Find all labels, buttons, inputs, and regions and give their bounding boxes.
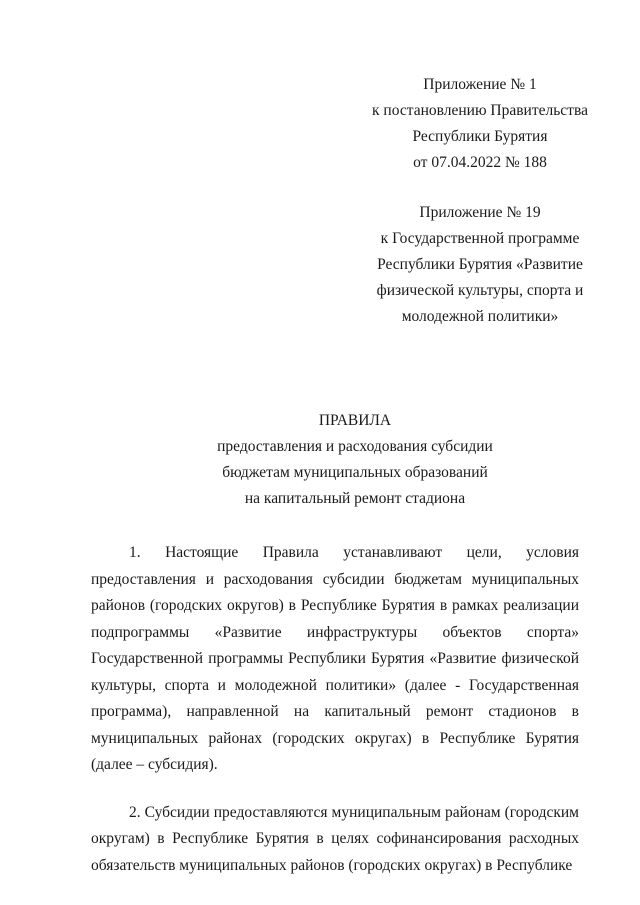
title-subtitle-line2: бюджетам муниципальных образований xyxy=(222,464,488,481)
appendix-1-number: Приложение № 1 xyxy=(423,76,537,93)
appendix-1-date: от 07.04.2022 № 188 xyxy=(413,154,547,171)
appendix-19-program-line1: Республики Бурятия «Развитие xyxy=(377,256,583,273)
appendix-1-header xyxy=(330,72,630,176)
paragraph-1: 1. Настоящие Правила устанавливают цели, условия предоставления и расходования субсидии бюджетам муниципальных районов (городских округов) в Республике Бурятия в рамках реализации подпрограммы «Развитие инфраструктуры объектов спорта» Государственной программы Республики Бурятия «Развитие физической культуры, спорта и молодежной политики» (далее - Государственная программа), направленной на капитальный ремонт стадионов в муниципальных районах (городских округах) в Республике Бурятия (далее – субсидия). xyxy=(91,544,579,773)
appendix-19-program-line2: физической культуры, спорта и xyxy=(376,282,584,299)
title-heading: ПРАВИЛА xyxy=(318,412,392,429)
document-title xyxy=(90,408,620,512)
appendix-1-region: Республики Бурятия xyxy=(412,128,548,145)
appendix-19-number: Приложение № 19 xyxy=(419,204,541,221)
title-subtitle-line1: предоставления и расходования субсидии xyxy=(217,438,493,455)
title-subtitle-line3: на капитальный ремонт стадиона xyxy=(244,490,466,507)
appendix-19-header xyxy=(330,200,630,330)
appendix-19-reference: к Государственной программе xyxy=(380,230,580,247)
paragraph-2: 2. Субсидии предоставляются муниципальным районам (городским округам) в Республике Бурятия в целях софинансирования расходных обязательств муниципальных районов (городских округах) в Республике xyxy=(91,803,579,874)
appendix-1-reference: к постановлению Правительства xyxy=(372,102,588,119)
appendix-19-program-line3: молодежной политики» xyxy=(401,308,559,325)
document-body xyxy=(91,540,579,879)
